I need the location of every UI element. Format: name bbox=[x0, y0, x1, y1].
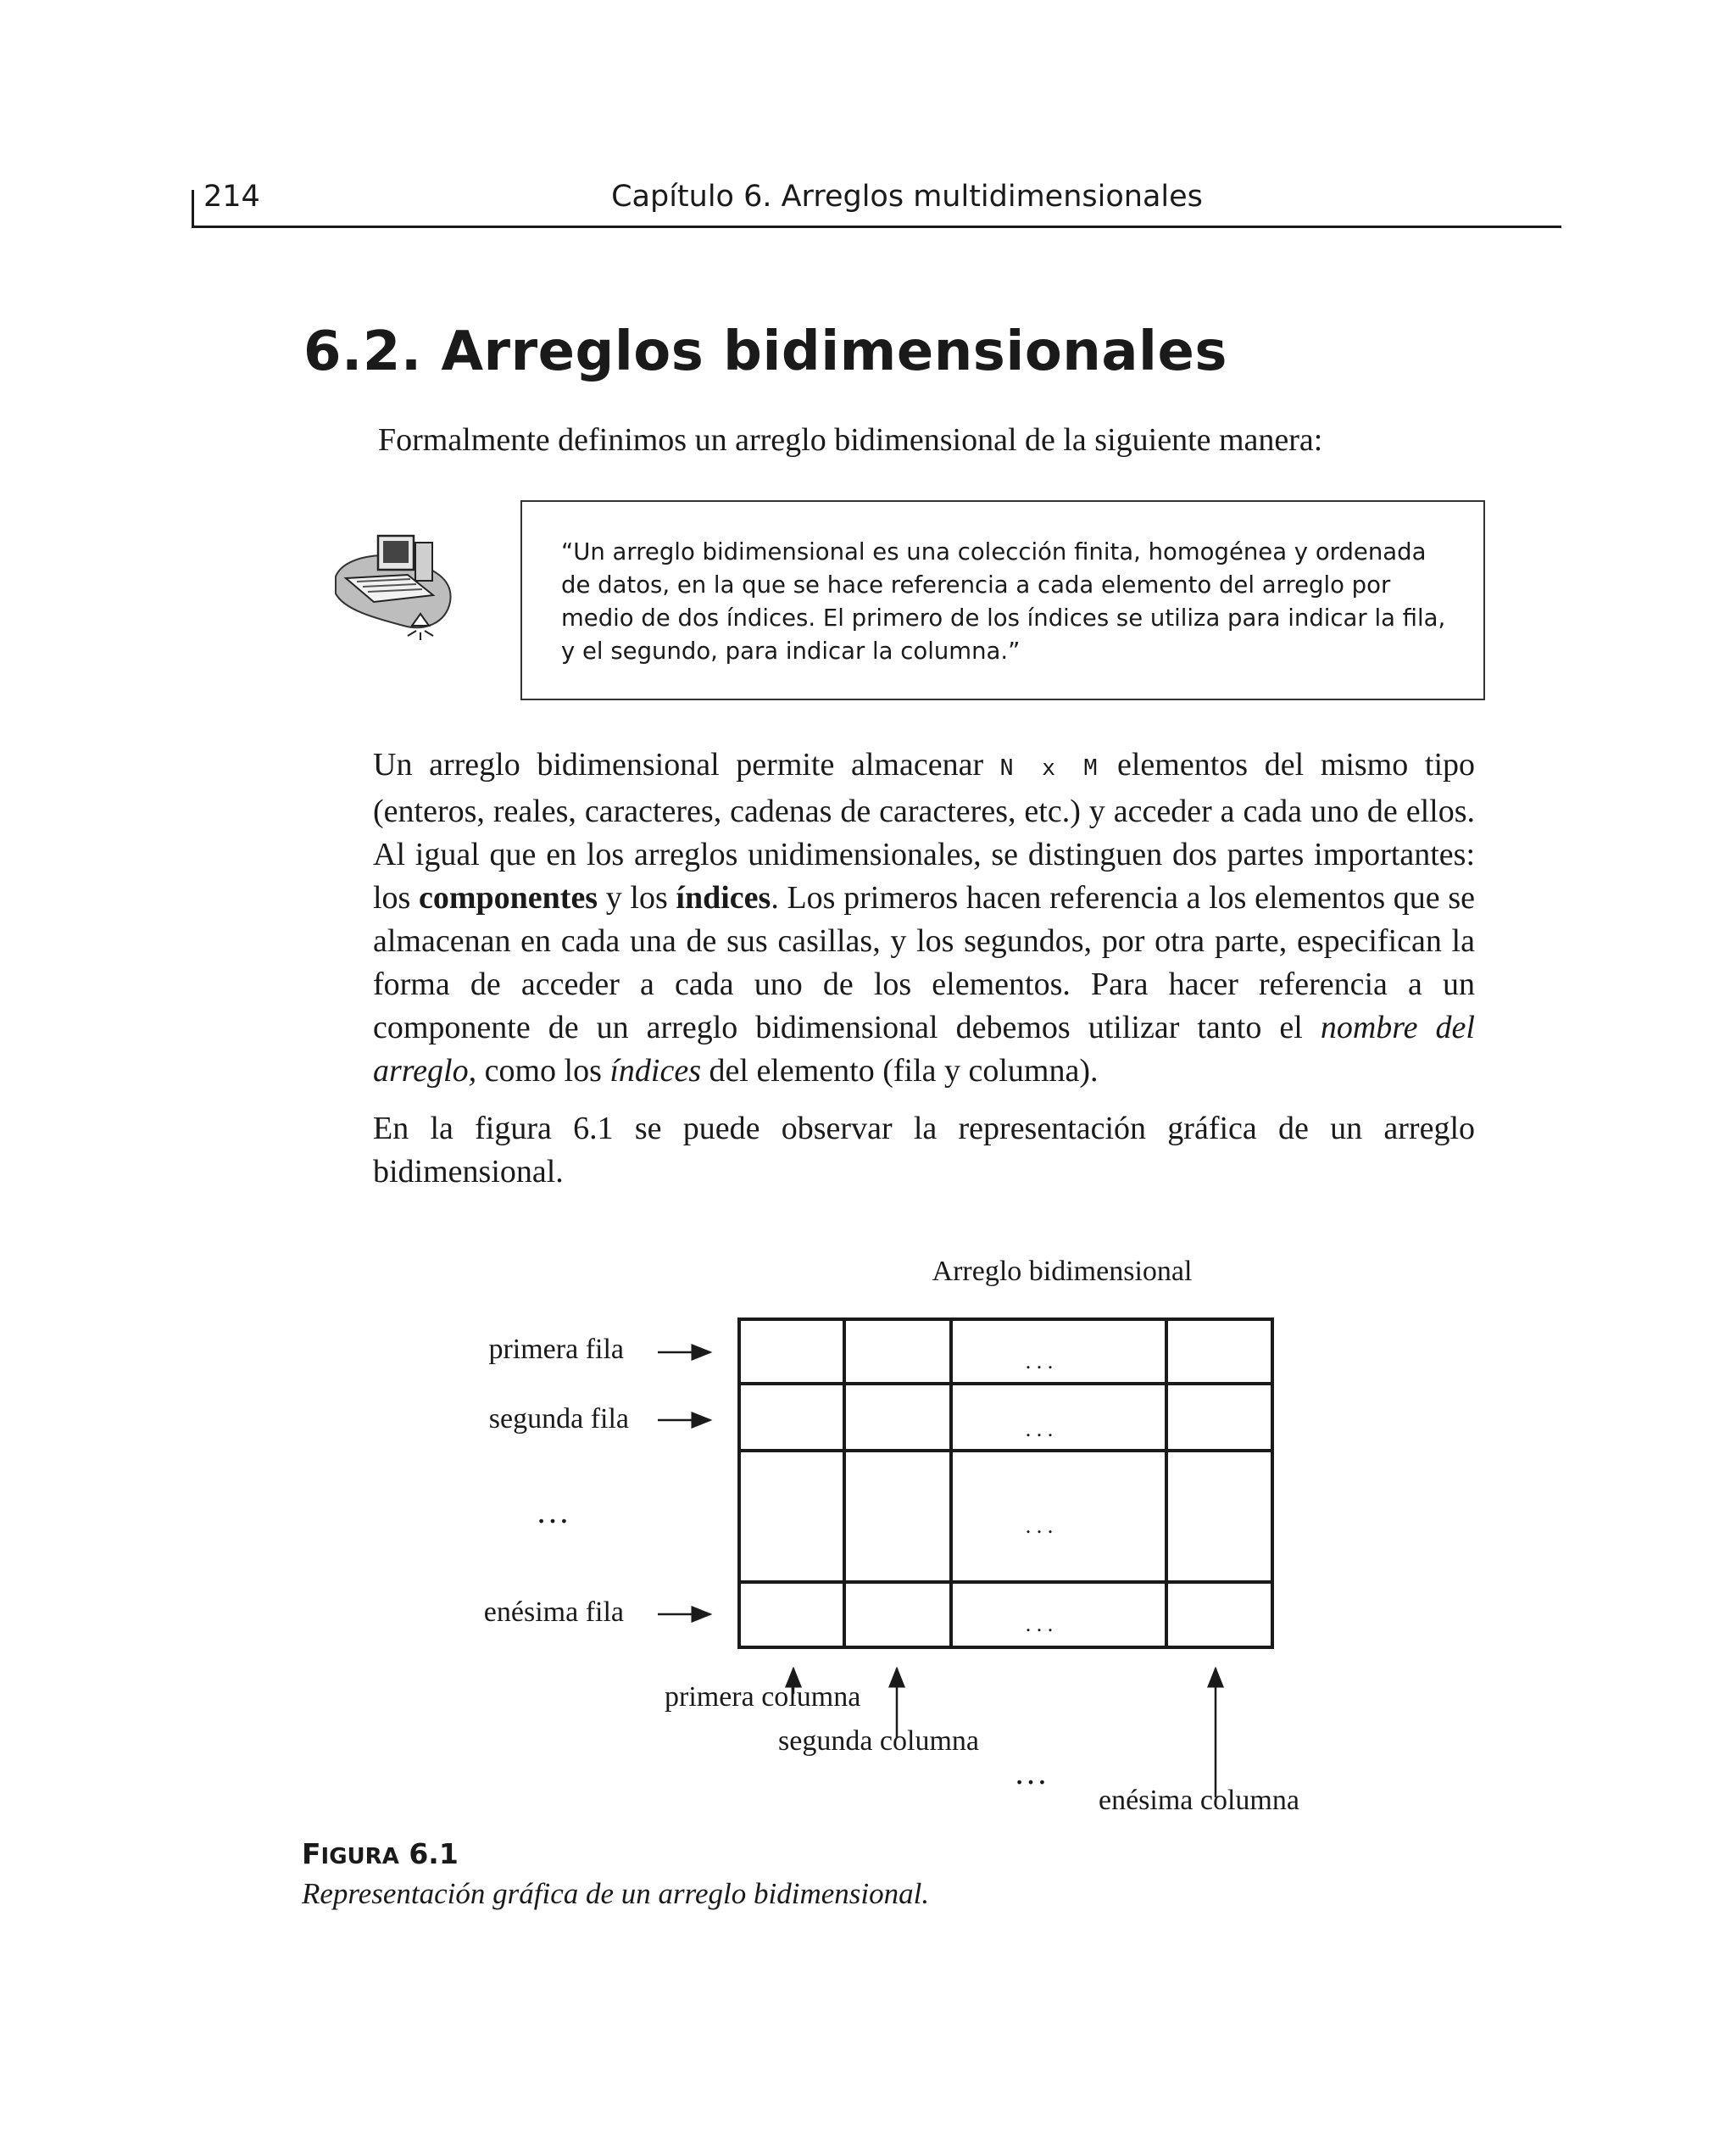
column-label-nth: enésima columna bbox=[1099, 1785, 1299, 1816]
cell-ellipsis: . . . bbox=[1025, 1513, 1054, 1538]
figure-caption-text: Representación gráfica de un arreglo bidimensional. bbox=[302, 1877, 930, 1910]
body-paragraph: En la figura 6.1 se puede observar la representación gráfica de un arreglo bidimensional. bbox=[373, 1111, 1475, 1189]
row-label-second: segunda fila bbox=[488, 1403, 629, 1435]
array-grid bbox=[739, 1319, 1272, 1647]
column-label-first: primera columna bbox=[665, 1681, 861, 1713]
cell-ellipsis: . . . bbox=[1025, 1349, 1054, 1373]
figure-title: Arreglo bidimensional bbox=[932, 1256, 1193, 1287]
definition-line: y el segundo, para indicar la columna.” bbox=[561, 638, 1021, 665]
term-componentes: componentes bbox=[419, 880, 598, 916]
section-title: 6.2. Arreglos bidimensionales bbox=[303, 320, 1227, 383]
page-number: 214 bbox=[203, 180, 260, 214]
intro-text: Formalmente definimos un arreglo bidimensional de la siguiente manera: bbox=[378, 422, 1323, 458]
code-n-x-m: N x M bbox=[999, 755, 1101, 781]
cell-ellipsis: . . . bbox=[1025, 1417, 1054, 1441]
definition-line: de datos, en la que se hace referencia a cada elemento del arreglo por bbox=[561, 571, 1391, 599]
definition-line: medio de dos índices. El primero de los índices se utiliza para indicar la fila, bbox=[561, 604, 1446, 632]
running-title: Capítulo 6. Arreglos multidimensionales bbox=[611, 180, 1203, 214]
body-paragraph: Un arreglo bidimensional permite almacenar N x M elementos del mismo tipo (enteros, reales, caracteres, cadenas de caracteres, etc.) y acceder a cada uno de ellos. Al igual que en los arreglos unidimensionales, se distinguen dos partes importantes: los componentes y los índices. Los primeros hacen referencia a los elementos que se almacenan en cada una de sus casillas, y los segundos, por otra parte, especifican la forma de acceder a cada uno de los elementos. Para hacer referencia a un componente de un arreglo bidimensional debemos utilizar tanto el nombre del arreglo, como los índices del elemento (fila y columna). bbox=[373, 747, 1475, 1089]
row-label-first: primera fila bbox=[488, 1334, 624, 1365]
term-indices: índices bbox=[676, 880, 771, 916]
cell-ellipsis: . . . bbox=[1025, 1612, 1054, 1636]
definition-line: “Un arreglo bidimensional es una colección finita, homogénea y ordenada bbox=[561, 538, 1427, 565]
row-label-nth: enésima fila bbox=[483, 1596, 624, 1628]
row-label-ellipsis: … bbox=[536, 1492, 570, 1530]
column-label-ellipsis: … bbox=[1014, 1753, 1048, 1791]
column-label-second: segunda columna bbox=[778, 1725, 979, 1757]
figure-caption-label: FIGURA 6.1 bbox=[302, 1837, 459, 1870]
